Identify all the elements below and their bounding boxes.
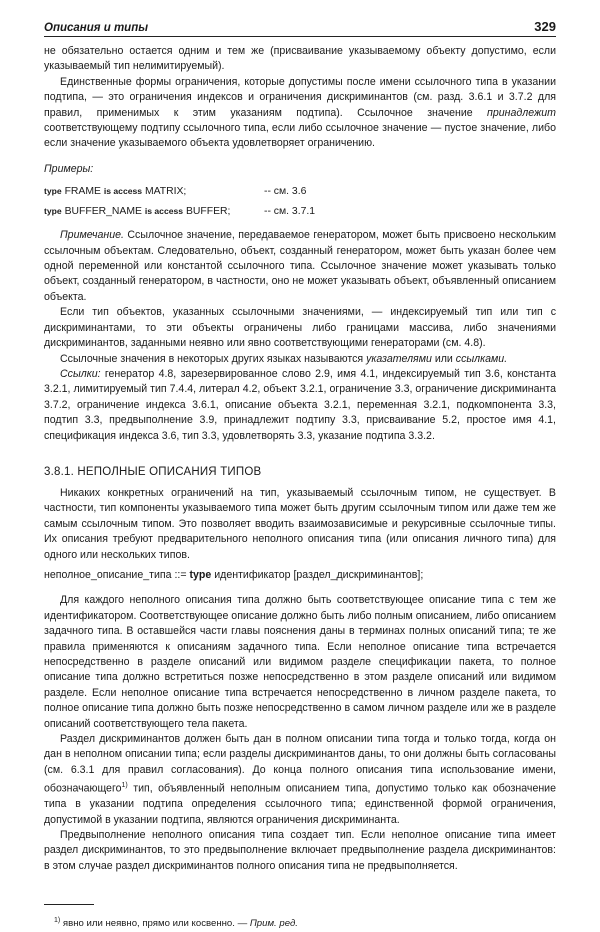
text: Ссылочные значения в некоторых других языках называются — [60, 352, 367, 365]
paragraph — [44, 75, 556, 152]
text: тип, объявленный неполным описанием типа, допустимо только как обозначение типа в указании подтипа определения ссылочного типа; единственной формой ограничения, допустимой в указании подтипа, являются ограничения дискриминанта. — [44, 782, 556, 826]
text: соответствующему подтипу ссылочного типа, если либо ссылочное значение — пустое значение, либо если значение указываемого объекта удовлетворяет ограничению. — [44, 122, 556, 150]
code-comment: -- см. 3.7.1 — [264, 206, 316, 218]
emphasis: принадлежит — [487, 106, 556, 119]
syntax-rule — [44, 568, 556, 583]
paragraph — [44, 732, 556, 828]
paragraph: Для каждого неполного описания типа должно быть соответствующее описание типа с тем же идентификатором. Соответствующее описание должно быть либо полным описанием, либо описанием задачного типа. В оставшейся части главы пояснения даны в терминах полных описаний типа; те же правила применяются к описаниям задачного типа. Если неполное описание типа встречается непосредственно в разделе описаний или видимом разделе спецификации пакета, то полное описание типа должно встретиться позже непосредственно в этом разделе описаний или видимом разделе. Если неполное описание типа встречается непосредственно в личном разделе пакета, то полное описание типа должно быть позже непосредственно в самом личном разделе или же в разделе описаний соответствующего тела пакета. — [44, 594, 556, 730]
paragraph: Никаких конкретных ограничений на тип, указываемый ссылочным типом, не существует. В частности, тип компоненты указываемого типа может быть другим ссылочным типом или даже тем же самым ссылочным типом. Это позволяет вводить взаимозависимые и рекурсивные ссылочные типы. Их описания требуют предварительного неполного описания типа (или описания личного типа) для одного или нескольких типов. — [44, 486, 556, 561]
note-label: Примечание. — [60, 229, 124, 242]
footnote — [44, 913, 556, 932]
text: идентификатор [раздел_дискриминантов]; — [211, 568, 424, 581]
text: генератор 4.8, зарезервированное слово 2.9, имя 4.1, индексируемый тип 3.6, константа 3.2.1, лимитируемый тип 7.4.4, литерал 4.2, объект 3.2.1, ограничение 3.3, ограничение дискриминанта 3.7.2, ограничение индекса 3.6.1, описание объекта 3.2.1, переменная 3.2.1, подкомпонента 3.3, подтип 3.3, предвыполнение 3.9, принадлежит подтипу 3.3, присваивание 5.2, простое имя 4.1, спецификация индекса 3.6, тип 3.3, удовлетворять 3.3, указание подтипа 3.3.2. — [44, 367, 556, 442]
keyword: type — [44, 206, 62, 217]
paragraph — [44, 352, 556, 367]
page-number: 329 — [534, 19, 556, 34]
text: неполное_описание_типа ::= — [44, 568, 190, 581]
text: Единственные формы ограничения, которые допустимы после имени ссылочного типа в указании подтипа, — это ограничения индексов и ограничения дискриминантов (см. разд. 3.6.1 и 3.7.2 для правил, применимых к этим указаниям подтипа). Ссылочное значение — [44, 75, 556, 119]
identifier: FRAME — [64, 186, 101, 198]
footnote-divider — [44, 904, 94, 905]
references-paragraph — [44, 367, 556, 444]
section-heading: 3.8.1. НЕПОЛНЫЕ ОПИСАНИЯ ТИПОВ — [44, 465, 262, 478]
identifier: BUFFER; — [185, 206, 231, 218]
examples-label: Примеры: — [44, 162, 94, 175]
code-comment: -- см. 3.6 — [264, 186, 307, 198]
footnote-mark: 1) — [121, 782, 128, 790]
emphasis: Прим. ред. — [249, 918, 298, 930]
keyword: is access — [144, 206, 184, 217]
footnote-mark: 1) — [54, 917, 61, 925]
paragraph: Если тип объектов, указанных ссылочными значениями, — индексируемый тип или тип с дискриминантами, то эти объекты ограничены либо границами массива, либо значениями дискриминантов, заданными неявно или явно соответствующими генераторами (см. 4.8). — [44, 306, 556, 350]
references-label: Ссылки: — [60, 367, 101, 380]
identifier: MATRIX; — [144, 186, 187, 198]
text: Ссылочное значение, передаваемое генератором, может быть присвоено нескольким ссылочным объектам. Следовательно, объект, созданный генератором, может быть указан более чем одной переменной или константой ссылочного типа. Ссылочное значение может указывать только объект, созданный генератором, в частности, оно не может указывать объект, объявленный описанием объекта. — [44, 229, 556, 303]
emphasis: указателями — [366, 352, 432, 365]
text: Раздел дискриминантов должен быть дан в полном описании типа тогда и только тогда, когда он дан в неполном описании типа; если разделы дискриминантов даны, то они должны быть согласованы (см. 6.3.1 для правил согласования). До конца полного описания типа использование имени, обозначающего — [44, 733, 556, 795]
code-example — [44, 186, 556, 197]
paragraph: Предвыполнение неполного описания типа создает тип. Если неполное описание типа имеет раздел дискриминантов, то это предвыполнение включает предвыполнение раздела дискриминантов: в этом случае раздел дискриминантов полного описания типа не предвыполняется. — [44, 829, 556, 872]
keyword: type — [189, 568, 212, 581]
text: явно или неявно, прямо или косвенно. — — [60, 918, 250, 930]
keyword: type — [44, 186, 62, 197]
book-page — [44, 16, 556, 932]
paragraph: не обязательно остается одним и тем же (присваивание указываемому объекту допустимо, если указываемый тип нелимитируемый). — [44, 45, 556, 73]
code-example — [44, 206, 556, 217]
identifier: BUFFER_NAME — [64, 206, 142, 218]
keyword: is access — [103, 186, 143, 197]
note-paragraph — [44, 228, 556, 305]
running-title: Описания и типы — [44, 22, 149, 34]
text: или — [431, 352, 456, 365]
running-header — [44, 16, 556, 37]
emphasis: ссылками. — [455, 352, 508, 365]
